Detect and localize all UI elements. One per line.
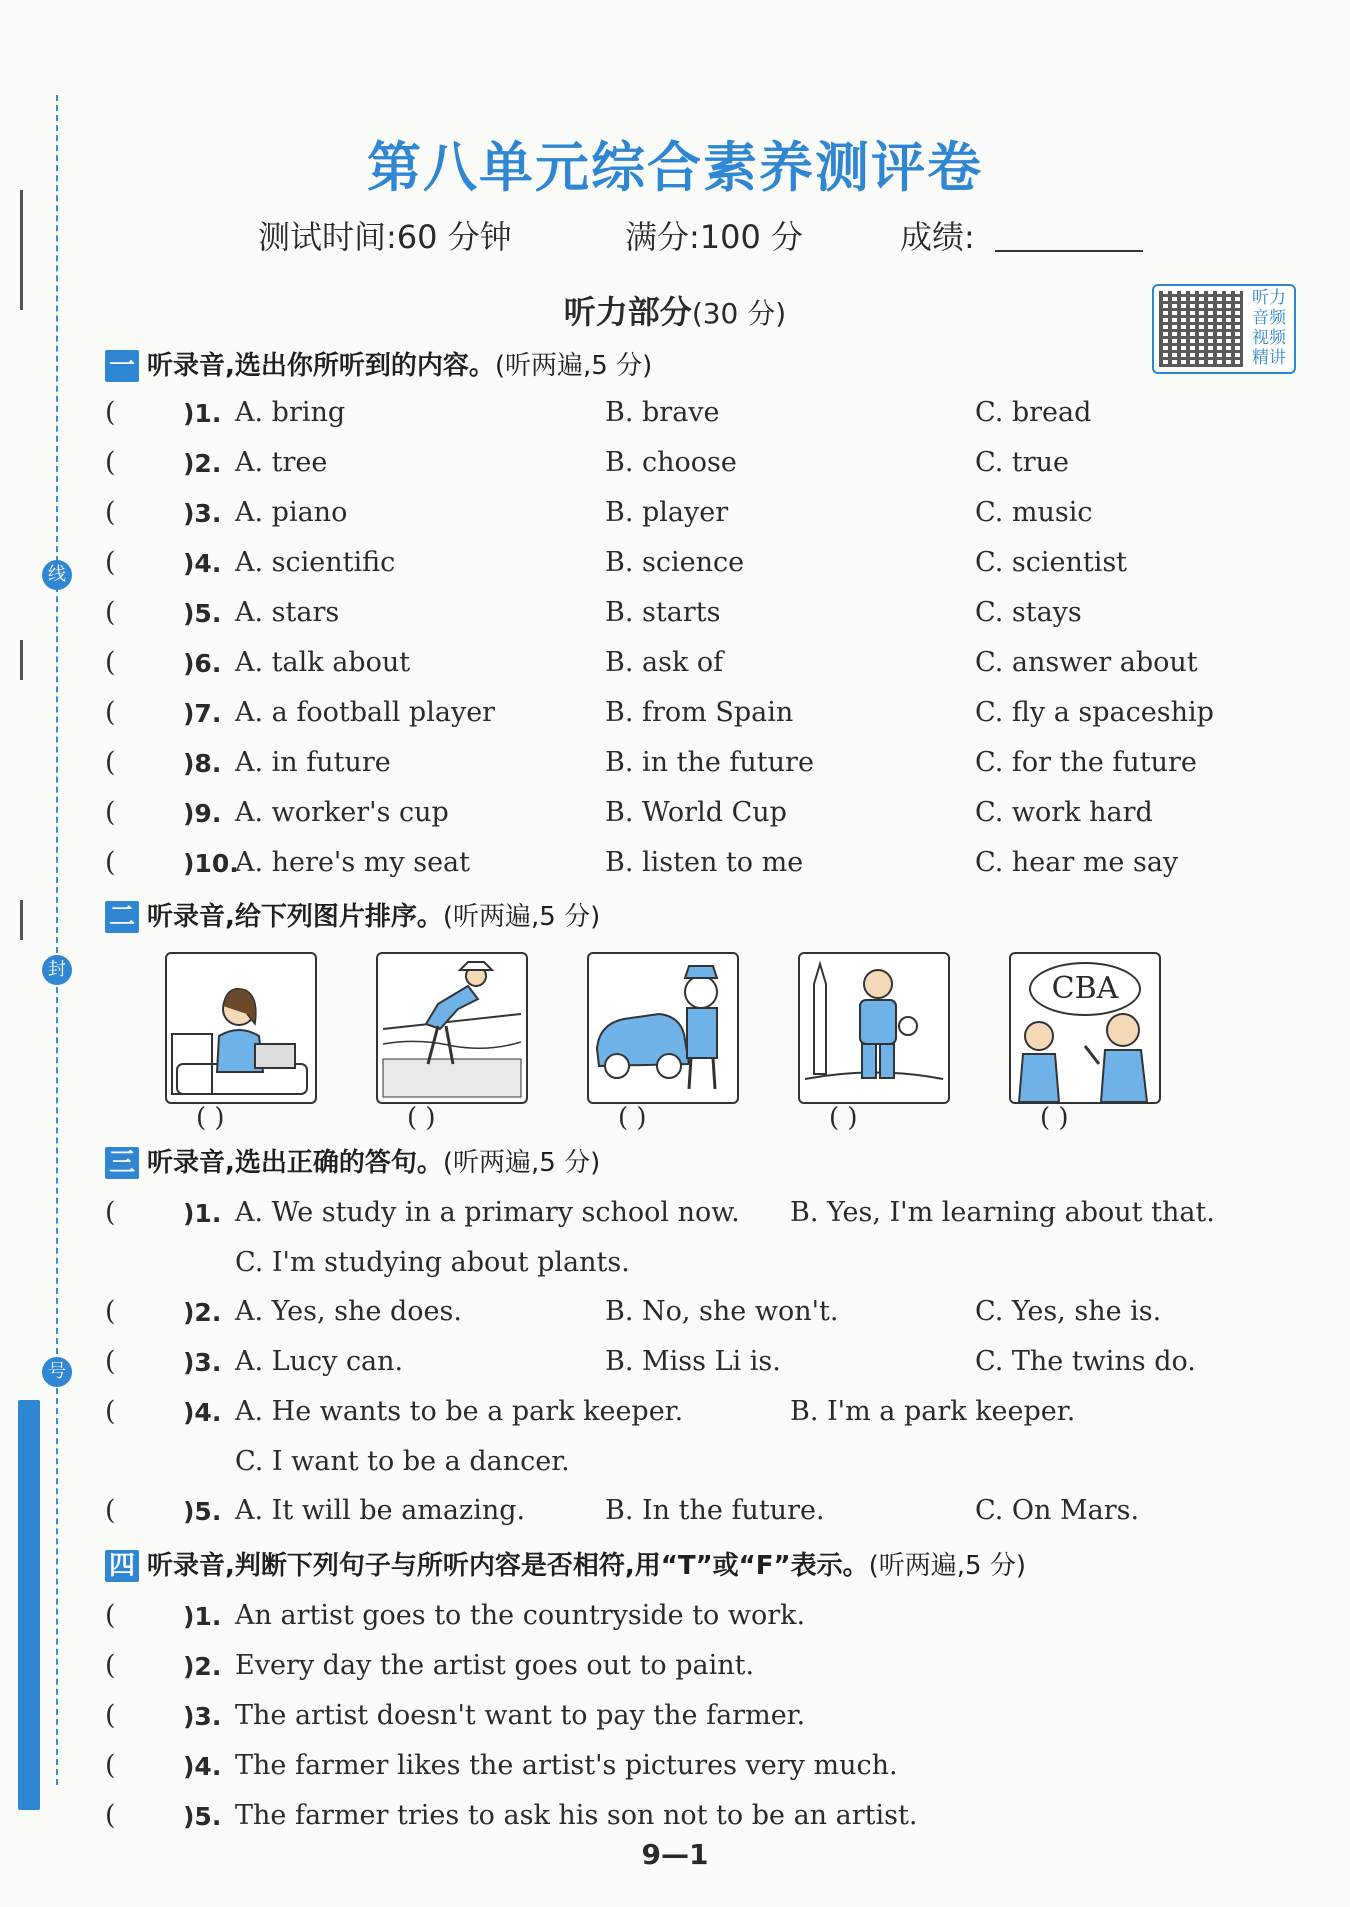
part3-heading xyxy=(105,1142,600,1179)
question-number: )5. xyxy=(183,1497,222,1526)
option-b: B. player xyxy=(605,497,729,528)
statement-text: An artist goes to the countryside to work. xyxy=(235,1600,806,1631)
answer-bracket[interactable]: ( xyxy=(105,1650,116,1681)
farmer-illustration xyxy=(378,954,526,1102)
part4-title: 听录音,判断下列句子与所听内容是否相符,用“T”或“F”表示。 xyxy=(147,1551,869,1581)
cba-speech-bubble: CBA xyxy=(1029,962,1141,1016)
answer-bracket[interactable]: ( xyxy=(105,797,116,828)
page-number: 9—1 xyxy=(641,1838,709,1871)
picture-answer-3[interactable]: ( ) xyxy=(618,1103,647,1133)
astronaut-illustration xyxy=(800,954,948,1102)
picture-answer-2[interactable]: ( ) xyxy=(407,1103,436,1133)
option-a: A. bring xyxy=(235,397,346,428)
option-a: A. scientific xyxy=(235,547,396,578)
option-c: C. hear me say xyxy=(975,847,1179,878)
answer-bracket[interactable]: ( xyxy=(105,1396,116,1427)
option-a: A. He wants to be a park keeper. xyxy=(235,1396,684,1427)
answer-bracket[interactable]: ( xyxy=(105,747,116,778)
question-number: )2. xyxy=(183,1298,222,1327)
binding-dashed-line xyxy=(56,95,58,1785)
question-number: )5. xyxy=(183,599,222,628)
option-b: B. in the future xyxy=(605,747,814,778)
option-b: B. science xyxy=(605,547,745,578)
option-b: B. brave xyxy=(605,397,720,428)
option-a: A. worker's cup xyxy=(235,797,449,828)
margin-tick xyxy=(20,640,23,680)
option-c: C. On Mars. xyxy=(975,1495,1140,1526)
option-b: B. starts xyxy=(605,597,721,628)
margin-mark-seal: 封 xyxy=(42,955,72,985)
qr-label: 听力音频 视频精讲 xyxy=(1252,288,1286,368)
answer-bracket[interactable]: ( xyxy=(105,1750,116,1781)
option-b: B. from Spain xyxy=(605,697,794,728)
question-number: )2. xyxy=(183,449,222,478)
option-a: A. Lucy can. xyxy=(235,1346,404,1377)
picture-cba-kids xyxy=(1009,952,1161,1104)
question-number: )3. xyxy=(183,1702,222,1731)
option-a: A. piano xyxy=(235,497,348,528)
cat-police-car-illustration xyxy=(589,954,737,1102)
option-a: A. in future xyxy=(235,747,391,778)
qr-code-box[interactable] xyxy=(1152,284,1296,374)
page-title: 第八单元综合素养测评卷 xyxy=(367,136,983,199)
question-number: )4. xyxy=(183,549,222,578)
part2-title: 听录音,给下列图片排序。 xyxy=(147,902,443,932)
picture-cat-police-car xyxy=(587,952,739,1104)
option-a: A. stars xyxy=(235,597,340,628)
option-c: C. answer about xyxy=(975,647,1198,678)
question-number: )1. xyxy=(183,1602,222,1631)
part4-number: 四 xyxy=(105,1550,139,1582)
option-c: C. The twins do. xyxy=(975,1346,1196,1377)
answer-bracket[interactable]: ( xyxy=(105,547,116,578)
question-number: )2. xyxy=(183,1652,222,1681)
part3-title: 听录音,选出正确的答句。 xyxy=(147,1148,443,1178)
answer-bracket[interactable]: ( xyxy=(105,1197,116,1228)
picture-answer-5[interactable]: ( ) xyxy=(1040,1103,1069,1133)
answer-bracket[interactable]: ( xyxy=(105,647,116,678)
margin-tick xyxy=(20,900,23,940)
option-b: B. In the future. xyxy=(605,1495,825,1526)
question-number: )1. xyxy=(183,399,222,428)
question-number: )8. xyxy=(183,749,222,778)
listening-section-title xyxy=(0,287,1350,333)
test-time: 测试时间:60 分钟 xyxy=(258,218,512,256)
full-score: 满分:100 分 xyxy=(625,218,804,256)
part1-number: 一 xyxy=(105,350,139,382)
picture-answer-4[interactable]: ( ) xyxy=(829,1103,858,1133)
option-c: C. music xyxy=(975,497,1093,528)
listening-title: 听力部分 xyxy=(563,293,692,331)
answer-bracket[interactable]: ( xyxy=(105,447,116,478)
picture-astronaut xyxy=(798,952,950,1104)
picture-farmer xyxy=(376,952,528,1104)
question-number: )4. xyxy=(183,1398,222,1427)
option-c: C. for the future xyxy=(975,747,1197,778)
part1-title: 听录音,选出你所听到的内容。 xyxy=(147,351,495,381)
question-number: )10. xyxy=(183,849,239,878)
option-c: C. bread xyxy=(975,397,1092,428)
picture-girl-laptop xyxy=(165,952,317,1104)
part2-note: (听两遍,5 分) xyxy=(442,902,601,932)
girl-laptop-illustration xyxy=(167,954,315,1102)
statement-text: The farmer tries to ask his son not to be an artist. xyxy=(235,1800,918,1831)
part3-number: 三 xyxy=(105,1147,139,1179)
option-b: B. choose xyxy=(605,447,737,478)
question-number: )5. xyxy=(183,1802,222,1831)
statement-text: The farmer likes the artist's pictures very much. xyxy=(235,1750,898,1781)
statement-text: Every day the artist goes out to paint. xyxy=(235,1650,755,1681)
question-number: )4. xyxy=(183,1752,222,1781)
answer-bracket[interactable]: ( xyxy=(105,497,116,528)
part3-note: (听两遍,5 分) xyxy=(442,1148,601,1178)
option-b: B. ask of xyxy=(605,647,724,678)
option-b: B. listen to me xyxy=(605,847,804,878)
listening-points: (30 分) xyxy=(691,297,787,330)
option-b: B. Yes, I'm learning about that. xyxy=(790,1197,1215,1228)
part2-heading xyxy=(105,896,600,933)
margin-mark-line: 线 xyxy=(42,560,72,590)
option-a: A. a football player xyxy=(235,697,496,728)
answer-bracket[interactable]: ( xyxy=(105,1800,116,1831)
option-c: C. I want to be a dancer. xyxy=(235,1446,570,1477)
qr-code-icon xyxy=(1159,291,1243,367)
option-c: C. true xyxy=(975,447,1069,478)
answer-bracket[interactable]: ( xyxy=(105,397,116,428)
question-number: )9. xyxy=(183,799,222,828)
option-b: B. World Cup xyxy=(605,797,787,828)
score-blank[interactable] xyxy=(995,250,1143,252)
option-a: A. tree xyxy=(235,447,328,478)
statement-text: The artist doesn't want to pay the farmer. xyxy=(235,1700,806,1731)
part4-note: (听两遍,5 分) xyxy=(868,1551,1026,1581)
picture-answer-1[interactable]: ( ) xyxy=(196,1103,225,1133)
answer-bracket[interactable]: ( xyxy=(105,597,116,628)
option-a: A. here's my seat xyxy=(235,847,470,878)
answer-bracket[interactable]: ( xyxy=(105,1600,116,1631)
option-a: A. Yes, she does. xyxy=(235,1296,462,1327)
option-c: C. work hard xyxy=(975,797,1153,828)
option-a: A. talk about xyxy=(235,647,411,678)
answer-bracket[interactable]: ( xyxy=(105,1296,116,1327)
part2-number: 二 xyxy=(105,901,139,933)
score-label: 成绩: xyxy=(900,218,975,256)
question-number: )3. xyxy=(183,499,222,528)
option-a: A. It will be amazing. xyxy=(235,1495,526,1526)
answer-bracket[interactable]: ( xyxy=(105,697,116,728)
option-b: B. I'm a park keeper. xyxy=(790,1396,1076,1427)
option-a: A. We study in a primary school now. xyxy=(235,1197,740,1228)
question-number: )6. xyxy=(183,649,222,678)
option-c: C. scientist xyxy=(975,547,1128,578)
option-b: B. Miss Li is. xyxy=(605,1346,781,1377)
question-number: )7. xyxy=(183,699,222,728)
answer-bracket[interactable]: ( xyxy=(105,1346,116,1377)
question-number: )3. xyxy=(183,1348,222,1377)
option-b: B. No, she won't. xyxy=(605,1296,839,1327)
option-c: C. stays xyxy=(975,597,1082,628)
option-c: C. fly a spaceship xyxy=(975,697,1214,728)
answer-bracket[interactable]: ( xyxy=(105,847,116,878)
margin-mark-number: 号 xyxy=(42,1357,72,1387)
answer-bracket[interactable]: ( xyxy=(105,1495,116,1526)
part4-heading xyxy=(105,1545,1026,1582)
question-number: )1. xyxy=(183,1199,222,1228)
kids-talking-illustration xyxy=(1011,954,1159,1102)
option-c: C. Yes, she is. xyxy=(975,1296,1162,1327)
margin-blue-strip xyxy=(18,1400,40,1810)
option-c: C. I'm studying about plants. xyxy=(235,1247,630,1278)
answer-bracket[interactable]: ( xyxy=(105,1700,116,1731)
part1-heading xyxy=(105,345,652,382)
part1-note: (听两遍,5 分) xyxy=(494,351,653,381)
